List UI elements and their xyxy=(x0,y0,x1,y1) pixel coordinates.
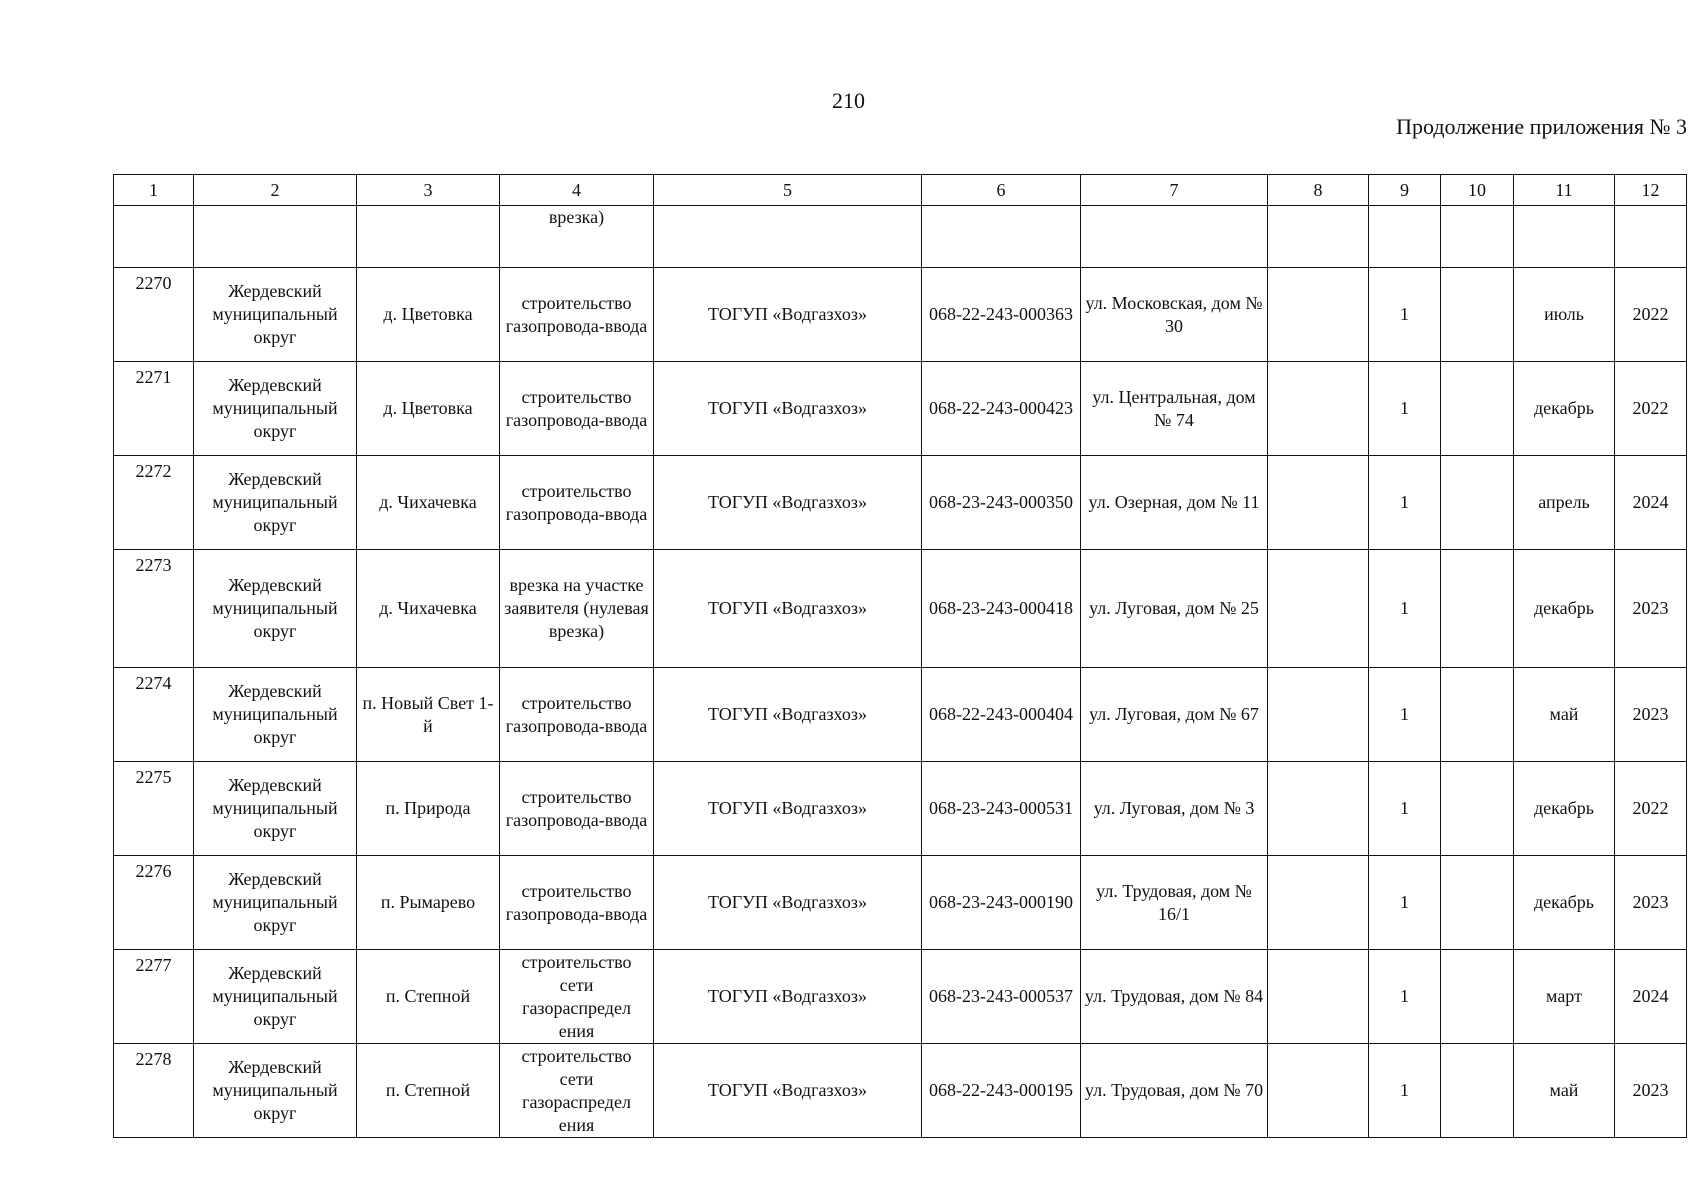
page-number: 210 xyxy=(832,88,865,113)
table-cell: апрель xyxy=(1514,456,1615,550)
table-cell: ТОГУП «Водгазхоз» xyxy=(654,668,922,762)
table-cell xyxy=(1441,856,1514,950)
table-cell: 2024 xyxy=(1615,950,1687,1044)
table-cell: ул. Московская, дом № 30 xyxy=(1081,268,1268,362)
table-cell xyxy=(194,206,357,268)
table-cell xyxy=(1268,1044,1369,1138)
table-cell: март xyxy=(1514,950,1615,1044)
table-cell: 2274 xyxy=(114,668,194,762)
column-header: 9 xyxy=(1369,175,1441,206)
table-row xyxy=(114,950,1687,1044)
registry-table xyxy=(113,174,1687,1138)
table-cell: строительство газопровода-ввода xyxy=(500,668,654,762)
table-cell xyxy=(1268,950,1369,1044)
table-cell xyxy=(357,206,500,268)
table-cell: врезка) xyxy=(500,206,654,268)
table-cell: п. Природа xyxy=(357,762,500,856)
table-cell: 068-22-243-000423 xyxy=(922,362,1081,456)
appendix-caption: Продолжение приложения № 3 xyxy=(1396,114,1687,139)
table-cell: Жердевский муниципальный округ xyxy=(194,668,357,762)
table-cell: декабрь xyxy=(1514,856,1615,950)
table-cell: 2277 xyxy=(114,950,194,1044)
table-cell: 068-22-243-000195 xyxy=(922,1044,1081,1138)
table-cell: п. Степной xyxy=(357,950,500,1044)
table-cell xyxy=(1268,362,1369,456)
table-cell: строительство газопровода-ввода xyxy=(500,362,654,456)
table-cell: д. Цветовка xyxy=(357,268,500,362)
table-cell: 2276 xyxy=(114,856,194,950)
table-cell: 1 xyxy=(1369,762,1441,856)
table-cell: ул. Озерная, дом № 11 xyxy=(1081,456,1268,550)
table-row xyxy=(114,362,1687,456)
table-row xyxy=(114,762,1687,856)
table-cell: ТОГУП «Водгазхоз» xyxy=(654,950,922,1044)
table-cell xyxy=(1441,1044,1514,1138)
table-cell: ул. Луговая, дом № 25 xyxy=(1081,550,1268,668)
table-cell: д. Цветовка xyxy=(357,362,500,456)
table-row xyxy=(114,668,1687,762)
table-cell: Жердевский муниципальный округ xyxy=(194,762,357,856)
table-cell xyxy=(1268,268,1369,362)
table-cell: 068-23-243-000190 xyxy=(922,856,1081,950)
column-header: 3 xyxy=(357,175,500,206)
table-cell: 2022 xyxy=(1615,268,1687,362)
table-cell: июль xyxy=(1514,268,1615,362)
table-cell: Жердевский муниципальный округ xyxy=(194,268,357,362)
column-header: 11 xyxy=(1514,175,1615,206)
table-cell: п. Новый Свет 1-й xyxy=(357,668,500,762)
table-cell: д. Чихачевка xyxy=(357,456,500,550)
table-cell: строительство сети газораспредел ения xyxy=(500,1044,654,1138)
table-cell xyxy=(1441,762,1514,856)
table-cell: ул. Луговая, дом № 67 xyxy=(1081,668,1268,762)
table-cell: ул. Трудовая, дом № 70 xyxy=(1081,1044,1268,1138)
column-header: 6 xyxy=(922,175,1081,206)
table-cell: 2278 xyxy=(114,1044,194,1138)
table-cell: Жердевский муниципальный округ xyxy=(194,550,357,668)
table-cell xyxy=(1441,668,1514,762)
table-cell: ул. Центральная, дом № 74 xyxy=(1081,362,1268,456)
table-cell xyxy=(654,206,922,268)
table-cell: 1 xyxy=(1369,950,1441,1044)
table-row xyxy=(114,856,1687,950)
table-cell xyxy=(1268,206,1369,268)
table-cell: 068-23-243-000537 xyxy=(922,950,1081,1044)
continuation-row xyxy=(114,206,1687,268)
table-cell: Жердевский муниципальный округ xyxy=(194,456,357,550)
table-cell: 1 xyxy=(1369,456,1441,550)
column-header: 10 xyxy=(1441,175,1514,206)
table-cell: строительство газопровода-ввода xyxy=(500,762,654,856)
table-cell: ТОГУП «Водгазхоз» xyxy=(654,268,922,362)
table-cell: 1 xyxy=(1369,856,1441,950)
table-cell: 1 xyxy=(1369,550,1441,668)
table-cell xyxy=(1081,206,1268,268)
table-cell: Жердевский муниципальный округ xyxy=(194,362,357,456)
table-cell: 2023 xyxy=(1615,856,1687,950)
column-header: 5 xyxy=(654,175,922,206)
table-cell: строительство газопровода-ввода xyxy=(500,856,654,950)
table-cell: п. Рымарево xyxy=(357,856,500,950)
column-header: 2 xyxy=(194,175,357,206)
table-cell: 2271 xyxy=(114,362,194,456)
table-cell: ТОГУП «Водгазхоз» xyxy=(654,856,922,950)
table-cell: 2023 xyxy=(1615,1044,1687,1138)
table-cell: Жердевский муниципальный округ xyxy=(194,950,357,1044)
table-cell xyxy=(1514,206,1615,268)
table-cell: 1 xyxy=(1369,362,1441,456)
table-cell xyxy=(1268,856,1369,950)
table-cell: 2022 xyxy=(1615,362,1687,456)
table-row xyxy=(114,456,1687,550)
table-cell: Жердевский муниципальный округ xyxy=(194,856,357,950)
table-cell: 1 xyxy=(1369,668,1441,762)
table-cell: 2024 xyxy=(1615,456,1687,550)
table-cell xyxy=(1441,456,1514,550)
table-cell: 068-22-243-000363 xyxy=(922,268,1081,362)
column-number-row xyxy=(114,175,1687,206)
table-row xyxy=(114,268,1687,362)
table-cell: 068-23-243-000350 xyxy=(922,456,1081,550)
table-cell: строительство газопровода-ввода xyxy=(500,268,654,362)
table-cell: май xyxy=(1514,668,1615,762)
table-cell: ТОГУП «Водгазхоз» xyxy=(654,550,922,668)
table-cell: ТОГУП «Водгазхоз» xyxy=(654,362,922,456)
table-cell: декабрь xyxy=(1514,762,1615,856)
table-cell: ТОГУП «Водгазхоз» xyxy=(654,762,922,856)
table-cell: 2275 xyxy=(114,762,194,856)
table-cell: 068-22-243-000404 xyxy=(922,668,1081,762)
table-cell: 068-23-243-000418 xyxy=(922,550,1081,668)
table-cell xyxy=(1441,268,1514,362)
table-row xyxy=(114,550,1687,668)
table-cell: 1 xyxy=(1369,268,1441,362)
table-cell: декабрь xyxy=(1514,550,1615,668)
table-cell: 2022 xyxy=(1615,762,1687,856)
table-cell: п. Степной xyxy=(357,1044,500,1138)
table-cell: 2273 xyxy=(114,550,194,668)
table-cell: д. Чихачевка xyxy=(357,550,500,668)
table-cell: ул. Трудовая, дом № 16/1 xyxy=(1081,856,1268,950)
table-cell xyxy=(1268,456,1369,550)
table-cell xyxy=(1268,668,1369,762)
table-cell: 2023 xyxy=(1615,668,1687,762)
table-cell: ул. Трудовая, дом № 84 xyxy=(1081,950,1268,1044)
table-cell: 2272 xyxy=(114,456,194,550)
column-header: 7 xyxy=(1081,175,1268,206)
column-header: 1 xyxy=(114,175,194,206)
table-cell xyxy=(1615,206,1687,268)
table-cell xyxy=(922,206,1081,268)
table-cell: 1 xyxy=(1369,1044,1441,1138)
table-cell xyxy=(1441,206,1514,268)
column-header: 8 xyxy=(1268,175,1369,206)
table-cell: строительство сети газораспредел ения xyxy=(500,950,654,1044)
table-cell: врезка на участке заявителя (нулевая врезка) xyxy=(500,550,654,668)
table-cell xyxy=(114,206,194,268)
table-cell xyxy=(1441,950,1514,1044)
table-cell: строительство газопровода-ввода xyxy=(500,456,654,550)
table-row xyxy=(114,1044,1687,1138)
table-cell: ТОГУП «Водгазхоз» xyxy=(654,456,922,550)
column-header: 4 xyxy=(500,175,654,206)
table-cell: ТОГУП «Водгазхоз» xyxy=(654,1044,922,1138)
table-cell xyxy=(1369,206,1441,268)
table-cell: май xyxy=(1514,1044,1615,1138)
table-cell xyxy=(1268,762,1369,856)
table-cell xyxy=(1268,550,1369,668)
table-cell xyxy=(1441,550,1514,668)
table-cell: 2270 xyxy=(114,268,194,362)
table-cell: 2023 xyxy=(1615,550,1687,668)
table-cell: ул. Луговая, дом № 3 xyxy=(1081,762,1268,856)
table-cell: Жердевский муниципальный округ xyxy=(194,1044,357,1138)
table-cell xyxy=(1441,362,1514,456)
table-cell: 068-23-243-000531 xyxy=(922,762,1081,856)
column-header: 12 xyxy=(1615,175,1687,206)
table-cell: декабрь xyxy=(1514,362,1615,456)
